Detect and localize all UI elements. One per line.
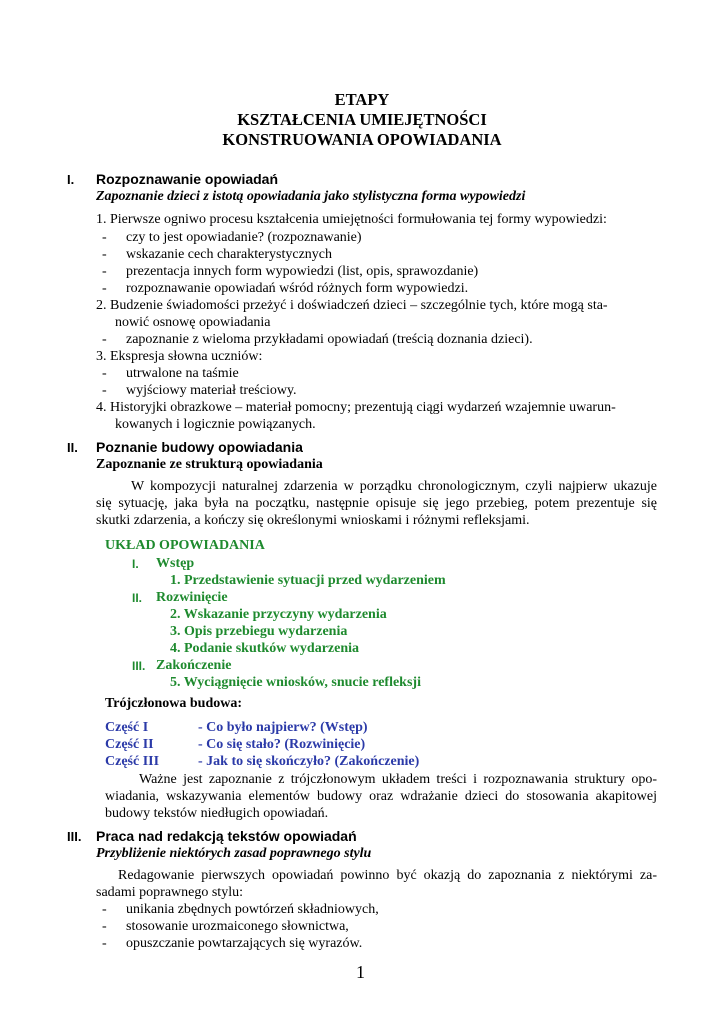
- list-item: utrwalone na taśmie: [126, 366, 239, 381]
- page-number: 1: [356, 962, 365, 982]
- section-2-number: II.: [67, 440, 78, 455]
- list-item: nowić osnowę opowiadania: [115, 315, 271, 330]
- list-item: stosowanie urozmaiconego słownictwa,: [126, 919, 349, 934]
- czesc-label: Część II: [105, 737, 154, 752]
- trojczlonowa-heading: Trójczłonowa budowa:: [105, 696, 243, 711]
- dash-marker: -: [102, 281, 107, 296]
- uklad-roman-2: II.: [132, 591, 143, 605]
- czesc-desc: - Jak to się skończyło? (Zakończenie): [198, 754, 420, 769]
- dash-marker: -: [102, 383, 107, 398]
- title-line-1: ETAPY: [334, 90, 390, 109]
- uklad-item: 4. Podanie skutków wydarzenia: [170, 641, 360, 656]
- paragraph-line: W kompozycji naturalnej zdarzenia w porządku chronologicznym, czyli najpierw ukazuje: [131, 479, 657, 494]
- section-3-number: III.: [67, 829, 82, 844]
- section-1-title: Rozpoznawanie opowiadań: [96, 171, 279, 187]
- czesc-label: Część III: [105, 754, 160, 769]
- uklad-item: 1. Przedstawienie sytuacji przed wydarzeniem: [170, 573, 446, 588]
- uklad-roman-1: I.: [132, 557, 139, 571]
- paragraph-line: Ważne jest zapoznanie z trójczłonowym układem treści i rozpoznawania struktury opo-: [139, 772, 657, 787]
- paragraph-line: sadami poprawnego stylu:: [96, 885, 243, 900]
- title-line-2: KSZTAŁCENIA UMIEJĘTNOŚCI: [237, 110, 487, 129]
- section-3-subtitle: Przybliżenie niektórych zasad poprawnego stylu: [96, 846, 372, 861]
- dash-marker: -: [102, 919, 107, 934]
- title-line-3: KONSTRUOWANIA OPOWIADANIA: [222, 130, 502, 149]
- uklad-item: 5. Wyciągnięcie wniosków, snucie refleksji: [170, 675, 421, 690]
- dash-marker: -: [102, 902, 107, 917]
- list-item: zapoznanie z wieloma przykładami opowiadań (treścią doznania dzieci).: [126, 332, 533, 347]
- czesc-label: Część I: [105, 720, 149, 735]
- list-item: wyjściowy materiał treściowy.: [126, 383, 297, 398]
- list-item: 3. Ekspresja słowna uczniów:: [96, 349, 263, 364]
- paragraph-line: budowy tekstów niedługich opowiadań.: [105, 806, 329, 821]
- dash-marker: -: [102, 332, 107, 347]
- uklad-item: 2. Wskazanie przyczyny wydarzenia: [170, 607, 387, 622]
- dash-marker: -: [102, 936, 107, 951]
- section-1-subtitle: Zapoznanie dzieci z istotą opowiadania jako stylistyczna forma wypowiedzi: [96, 189, 526, 204]
- paragraph-line: Redagowanie pierwszych opowiadań powinno być okazją do zapoznania z niektórymi za-: [118, 868, 657, 883]
- uklad-roman-3: III.: [132, 659, 146, 673]
- dash-marker: -: [102, 230, 107, 245]
- list-item: 4. Historyjki obrazkowe – materiał pomocny; prezentują ciągi wydarzeń wzajemnie uwarun-: [96, 400, 616, 415]
- paragraph-line: wiadania, wskazywania elementów budowy oraz wdrażanie dzieci do stosowania akapitowej: [105, 789, 657, 804]
- section-3-title: Praca nad redakcją tekstów opowiadań: [96, 828, 357, 844]
- dash-marker: -: [102, 366, 107, 381]
- section-2-title: Poznanie budowy opowiadania: [96, 439, 303, 455]
- list-item: kowanych i logicznie powiązanych.: [115, 417, 316, 432]
- list-item: opuszczanie powtarzających się wyrazów.: [126, 936, 363, 951]
- list-item: 2. Budzenie świadomości przeżyć i doświadczeń dzieci – szczególnie tych, które mogą sta-: [96, 298, 608, 313]
- list-item: unikania zbędnych powtórzeń składniowych,: [126, 902, 379, 917]
- uklad-item: 3. Opis przebiegu wydarzenia: [170, 624, 348, 639]
- list-item: wskazanie cech charakterystycznych: [126, 247, 332, 262]
- paragraph-line: skutki zdarzenia, a kończy się określonymi wnioskami i różnymi refleksjami.: [96, 513, 530, 528]
- uklad-item: Zakończenie: [156, 658, 232, 673]
- section-1-number: I.: [67, 172, 75, 187]
- list-item: rozpoznawanie opowiadań wśród różnych form wypowiedzi.: [126, 281, 469, 296]
- dash-marker: -: [102, 264, 107, 279]
- uklad-item: Wstęp: [156, 556, 195, 571]
- list-item: prezentacja innych form wypowiedzi (list, opis, sprawozdanie): [126, 264, 479, 279]
- uklad-item: Rozwinięcie: [156, 590, 228, 605]
- uklad-title: UKŁAD OPOWIADANIA: [105, 538, 265, 553]
- paragraph-line: się sytuację, jaka była na początku, następnie opisuje się jego przebieg, potem prezentuje się: [96, 496, 657, 511]
- list-item: 1. Pierwsze ogniwo procesu kształcenia umiejętności formułowania tej formy wypowiedzi:: [96, 212, 607, 227]
- section-2-subtitle: Zapoznanie ze strukturą opowiadania: [96, 457, 323, 472]
- czesc-desc: - Co było najpierw? (Wstęp): [198, 720, 368, 735]
- dash-marker: -: [102, 247, 107, 262]
- list-item: czy to jest opowiadanie? (rozpoznawanie): [126, 230, 362, 245]
- czesc-desc: - Co się stało? (Rozwinięcie): [198, 737, 366, 752]
